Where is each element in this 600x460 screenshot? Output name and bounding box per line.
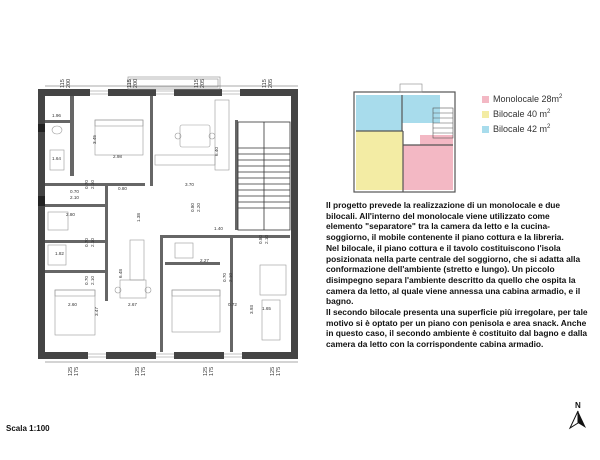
- dim-bottom-1: 125: [68, 366, 74, 376]
- dim-label: 2.10: [228, 273, 233, 282]
- dim-bottom-7: 125: [270, 366, 276, 376]
- description-paragraph-3: Il secondo bilocale presenta una superficie più irregolare, per tale motivo si è optato per un piano con penisola e area snack. Anche in questo caso, il secondo ambiente è costituito dal bagno e dalla camera da letto con la corrispondente cabina armadio.: [326, 307, 588, 350]
- dim-top-6: 205: [200, 78, 206, 88]
- dim-label: 2.10: [70, 195, 79, 200]
- windows: [88, 91, 242, 357]
- dim-label: 2.10: [264, 235, 269, 244]
- dim-label: 1.82: [55, 251, 64, 256]
- dim-top-5: 115: [194, 79, 200, 88]
- dim-label: 6.40: [214, 147, 219, 156]
- dim-bottom-4: 175: [141, 366, 147, 376]
- dim-top-1: 115: [60, 79, 66, 88]
- dim-label: 2.10: [90, 180, 95, 189]
- legend-label: Bilocale 42 $m^2$: [493, 124, 551, 134]
- staircase: [238, 122, 290, 230]
- scale-label: Scala 1:100: [6, 424, 50, 433]
- dimension-lines: [45, 86, 298, 362]
- dim-label: 1.40: [214, 226, 223, 231]
- dim-bottom-2: 175: [74, 366, 80, 376]
- dim-top-7: 115: [262, 79, 268, 88]
- dim-label: 6.48: [118, 269, 123, 278]
- dim-label: 2.80: [66, 212, 75, 217]
- dim-label: 0.72: [228, 302, 237, 307]
- north-arrow-icon: [568, 410, 588, 430]
- legend-item-monolocale: [482, 92, 562, 106]
- dim-bottom-3: 125: [135, 366, 141, 376]
- dim-label: 2.98: [113, 154, 122, 159]
- dim-label: 2.67: [128, 302, 137, 307]
- dim-label: 1.96: [52, 113, 61, 118]
- dim-bottom-8: 175: [276, 366, 282, 376]
- description-paragraph-1: Il progetto prevede la realizzazione di un monolocale e due bilocali. All'interno del monolocale viene utilizzato come elemento "separatore" tra la camera da letto e la cucina-soggiorno, il mobile contenente il piano cottura e la libreria.: [326, 200, 564, 243]
- dim-bottom-5: 125: [203, 366, 209, 376]
- legend-swatch: [482, 126, 489, 133]
- dim-top-3: 115: [127, 79, 133, 88]
- legend-item-bilocale-42: [482, 122, 562, 136]
- dim-label: 0.70: [84, 180, 89, 189]
- legend-label: Bilocale 40 $m^2$: [493, 109, 551, 119]
- dim-label: 0.80: [258, 235, 263, 244]
- dim-label: 1.65: [262, 306, 271, 311]
- legend-swatch: [482, 96, 489, 103]
- dim-label: 3.47: [94, 307, 99, 316]
- dim-label: 0.80: [118, 186, 127, 191]
- dim-label: 0.80: [190, 203, 195, 212]
- dim-label: 2.10: [90, 238, 95, 247]
- dim-top-2: 200: [66, 78, 72, 88]
- legend-swatch: [482, 111, 489, 118]
- dim-bottom-6: 175: [209, 366, 215, 376]
- dim-label: 2.10: [90, 276, 95, 285]
- bottom-dimensions: [68, 367, 282, 376]
- dim-label: 2.27: [200, 258, 209, 263]
- dim-label: 1.64: [52, 156, 61, 161]
- dim-label: 2.20: [196, 203, 201, 212]
- dim-label: 3.70: [185, 182, 194, 187]
- dim-label: 0.70: [84, 276, 89, 285]
- dim-top-8: 205: [268, 78, 274, 88]
- dim-label: 0.70: [84, 238, 89, 247]
- legend-item-bilocale-40: [482, 107, 562, 121]
- dim-label: 0.70: [222, 273, 227, 282]
- dim-label: 1.38: [136, 213, 141, 222]
- furniture: [48, 100, 286, 340]
- dim-top-4: 200: [133, 78, 139, 88]
- dim-label: 3.93: [249, 305, 254, 314]
- balcony: [128, 77, 220, 89]
- top-dimensions: [60, 79, 274, 88]
- dim-label: 0.70: [70, 189, 79, 194]
- description-paragraph-2: Nel bilocale, il piano cottura e il tavolo costituiscono l'isola posizionata nella parte centrale del soggiorno, che si adatta alla conformazione dell'ambiente (stretto e lungo). Un piccolo disimpegno separa l'ambiente descritto da quello che ospita la camera da letto, al quale viene annessa una cabina armadio, e il bagno.: [326, 242, 581, 307]
- dim-label: 3.45: [92, 135, 97, 144]
- legend-label: Monolocale $28m^2$: [493, 94, 563, 104]
- outer-walls: [38, 89, 298, 359]
- legend: [482, 92, 562, 137]
- dim-label: 2.60: [68, 302, 77, 307]
- north-label: N: [575, 401, 581, 410]
- project-description: [326, 200, 588, 350]
